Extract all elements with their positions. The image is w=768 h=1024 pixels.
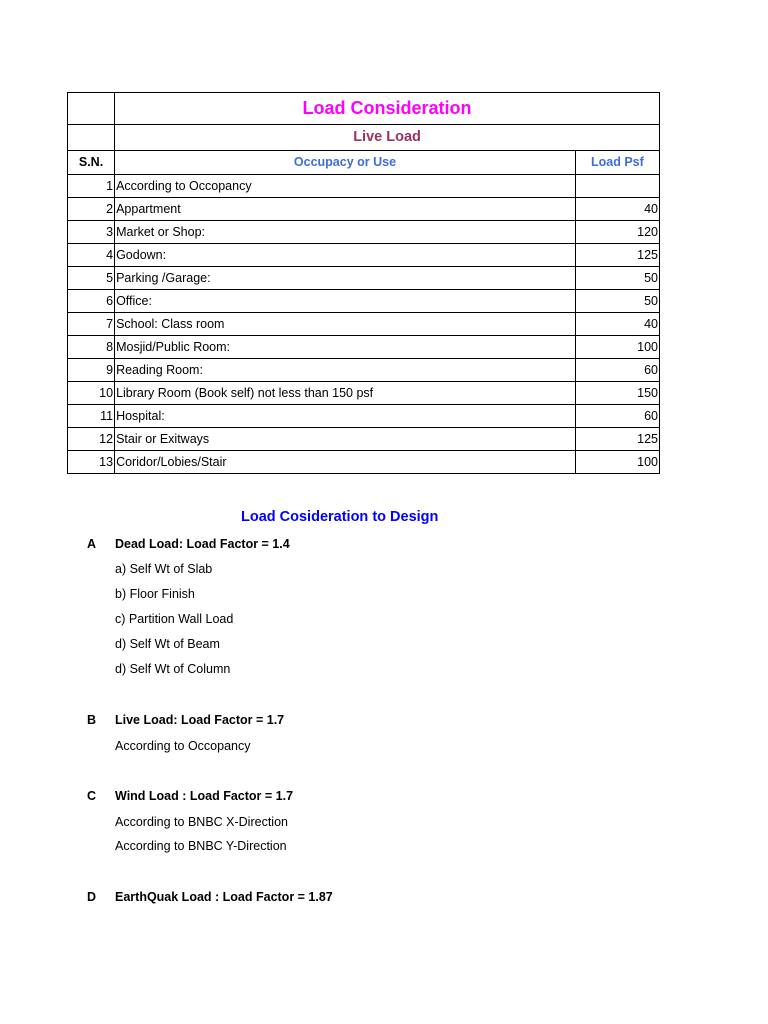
row-sn: 2 (68, 198, 115, 221)
row-load: 50 (575, 290, 659, 313)
row-load: 60 (575, 405, 659, 428)
blank-cell (68, 125, 115, 151)
row-use: Godown: (115, 244, 576, 267)
row-sn: 7 (68, 313, 115, 336)
row-use: Market or Shop: (115, 221, 576, 244)
table-row (68, 175, 660, 198)
table-row (68, 451, 660, 474)
row-sn: 3 (68, 221, 115, 244)
table-subtitle: Live Load (115, 125, 660, 151)
row-load: 40 (575, 198, 659, 221)
row-use: Reading Room: (115, 359, 576, 382)
blank-cell (68, 93, 115, 125)
row-sn: 13 (68, 451, 115, 474)
header-sn: S.N. (68, 151, 115, 175)
row-sn: 10 (68, 382, 115, 405)
row-use: Parking /Garage: (115, 267, 576, 290)
section-letter-b: B (87, 713, 97, 727)
row-use: Stair or Exitways (115, 428, 576, 451)
section-line: According to BNBC Y-Direction (115, 839, 287, 853)
row-load: 60 (575, 359, 659, 382)
section-line: c) Partition Wall Load (115, 612, 234, 626)
table-row (68, 336, 660, 359)
row-sn: 9 (68, 359, 115, 382)
header-use: Occupacy or Use (115, 151, 576, 175)
row-sn: 12 (68, 428, 115, 451)
section-line: d) Self Wt of Beam (115, 637, 220, 651)
row-load (575, 175, 659, 198)
row-use: Appartment (115, 198, 576, 221)
table-row (68, 359, 660, 382)
table-row (68, 405, 660, 428)
table-title-row (68, 93, 660, 125)
table-row (68, 428, 660, 451)
table-row (68, 198, 660, 221)
row-load: 50 (575, 267, 659, 290)
section-line: According to Occopancy (115, 739, 251, 753)
row-use: According to Occopancy (115, 175, 576, 198)
row-load: 125 (575, 428, 659, 451)
section-heading-dead-load: Dead Load: Load Factor = 1.4 (115, 537, 290, 551)
section-line: d) Self Wt of Column (115, 662, 231, 676)
row-sn: 1 (68, 175, 115, 198)
row-use: Coridor/Lobies/Stair (115, 451, 576, 474)
section-letter-c: C (87, 789, 97, 803)
row-sn: 4 (68, 244, 115, 267)
section-line: According to BNBC X-Direction (115, 815, 288, 829)
table-title: Load Consideration (115, 93, 660, 125)
row-use: Hospital: (115, 405, 576, 428)
row-sn: 6 (68, 290, 115, 313)
row-load: 150 (575, 382, 659, 405)
row-sn: 5 (68, 267, 115, 290)
row-use: Library Room (Book self) not less than 150 psf (115, 382, 576, 405)
row-sn: 8 (68, 336, 115, 359)
row-load: 100 (575, 451, 659, 474)
table-row (68, 382, 660, 405)
table-row (68, 221, 660, 244)
row-load: 40 (575, 313, 659, 336)
table-header-row (68, 151, 660, 175)
row-load: 120 (575, 221, 659, 244)
row-load: 125 (575, 244, 659, 267)
header-load: Load Psf (575, 151, 659, 175)
table-row (68, 267, 660, 290)
row-use: Mosjid/Public Room: (115, 336, 576, 359)
section-heading-earthquake-load: EarthQuak Load : Load Factor = 1.87 (115, 890, 333, 904)
row-sn: 11 (68, 405, 115, 428)
row-use: Office: (115, 290, 576, 313)
section-heading-live-load: Live Load: Load Factor = 1.7 (115, 713, 285, 727)
section-letter-a: A (87, 537, 97, 551)
table-row (68, 290, 660, 313)
design-section-title: Load Cosideration to Design (241, 509, 439, 525)
row-load: 100 (575, 336, 659, 359)
live-load-table (67, 92, 660, 474)
table-row (68, 244, 660, 267)
section-line: a) Self Wt of Slab (115, 562, 213, 576)
section-heading-wind-load: Wind Load : Load Factor = 1.7 (115, 789, 294, 803)
section-line: b) Floor Finish (115, 587, 195, 601)
table-row (68, 313, 660, 336)
row-use: School: Class room (115, 313, 576, 336)
section-letter-d: D (87, 890, 97, 904)
table-subtitle-row (68, 125, 660, 151)
